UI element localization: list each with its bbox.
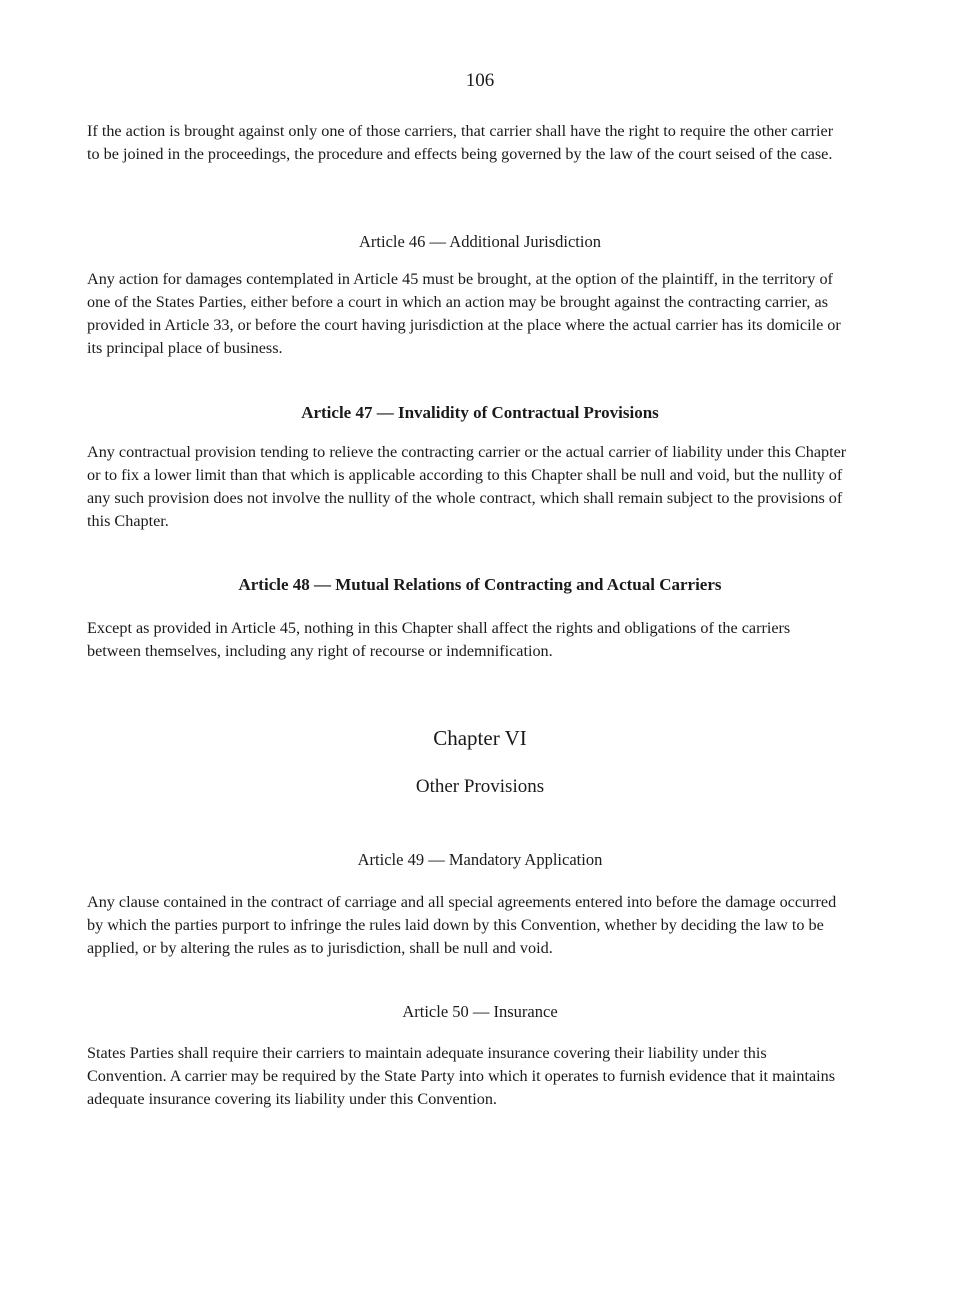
intro-paragraph: If the action is brought against only one of those carriers, that carrier shall have the right to require the other carrier to be joined in the proceedings, the procedure and effects being governed by the law of the court seised of the case. (87, 122, 834, 163)
article-49-text: Any clause contained in the contract of carriage and all special agreements entered into before the damage occurred by which the parties purport to infringe the rules laid down by this Convention, whether by deciding the law to be applied, or by altering the rules as to jurisdiction, shall be null and void. (87, 893, 837, 957)
article-46-text: Any action for damages contemplated in Article 45 must be brought, at the option of the plaintiff, in the territory of one of the States Parties, either before a court in which an action may be brought against the contracting carrier, as provided in Article 33, or before the court having jurisdiction at the place where the actual carrier has its domicile or its principal place of business. (87, 270, 841, 357)
article-46-heading: Article 46 — Additional Jurisdiction (359, 232, 601, 251)
article-48-text: Except as provided in Article 45, nothing in this Chapter shall affect the rights and obligations of the carriers between themselves, including any right of recourse or indemnification. (87, 619, 791, 660)
article-50-heading: Article 50 — Insurance (402, 1002, 558, 1021)
article-48-heading: Article 48 — Mutual Relations of Contracting and Actual Carriers (238, 575, 722, 594)
chapter-title: Chapter VI (433, 726, 527, 750)
article-50-text: States Parties shall require their carriers to maintain adequate insurance covering their liability under this Convention. A carrier may be required by the State Party into which it operates to furnish evidence that it maintains adequate insurance covering its liability under this Convention. (87, 1044, 836, 1108)
chapter-subtitle: Other Provisions (415, 776, 545, 797)
article-47-heading: Article 47 — Invalidity of Contractual Provisions (301, 403, 659, 422)
page-number: 106 (465, 70, 495, 91)
article-49-heading: Article 49 — Mandatory Application (357, 850, 603, 869)
article-47-text: Any contractual provision tending to relieve the contracting carrier or the actual carrier of liability under this Chapter or to fix a lower limit than that which is applicable according to this Chapter shall be null and void, but the nullity of any such provision does not involve the nullity of the whole contract, which shall remain subject to the provisions of this Chapter. (87, 443, 847, 530)
